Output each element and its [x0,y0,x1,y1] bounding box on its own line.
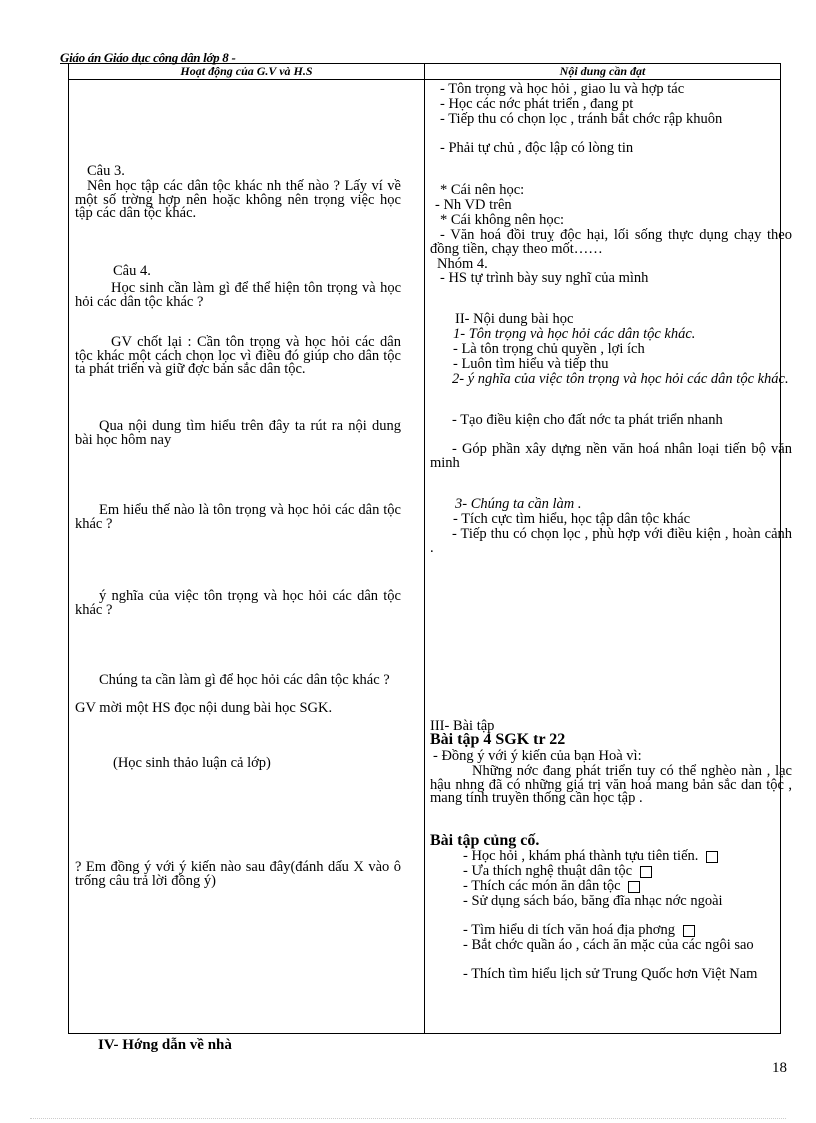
question-3-text: Nên học tập các dân tộc khác nh thế nào ? Lấy ví về một số trờng hợp nên hoặc không nên trọng việc học tập các dân tộc khác. [75,178,401,221]
content-line: - Nh VD trên [435,197,512,213]
page-number: 18 [772,1060,787,1076]
checkbox[interactable] [628,881,640,893]
section-IV-heading: IV- Hớng dẫn về nhà [98,1037,232,1053]
question-what-to-do: Chúng ta cần làm gì để học hỏi các dân tộc khác ? [99,672,390,688]
content-line: - Luôn tìm hiểu và tiếp thu [453,356,609,372]
option-row [463,880,793,894]
document-title: Giáo án Giáo dục công dân lớp 8 - [60,50,236,65]
content-cell [425,80,792,1034]
option-row [463,924,793,938]
column-header-content: Nội dung cần đạt [425,64,781,80]
transition-text: Qua nội dung tìm hiểu trên đây ta rút ra nội dung bài học hôm nay [75,418,401,448]
question-4-text: Học sinh cần làm gì để thể hiện tôn trọng và học hỏi các dân tộc khác ? [75,280,401,310]
content-line: - Tiếp thu có chọn lọc , tránh bắt chớc rập khuôn [440,111,723,127]
content-line: 2- ý nghĩa của việc tôn trọng và học hỏi các dân tộc khác. [452,371,789,387]
agree-question: ? Em đồng ý với ý kiến nào sau đây(đánh dấu X vào ô trống câu trả lời đồng ý) [75,859,401,889]
activities-cell [69,80,425,1034]
section-II-heading: II- Nội dung bài học [455,311,574,327]
content-line: - Học các nớc phát triển , đang pt [440,96,634,112]
content-line: - Bắt chớc quần áo , cách ăn mặc của các ngôi sao [463,937,754,953]
option-row [463,865,793,879]
content-line: * Cái không nên học: [440,212,565,228]
exercise-4-heading: Bài tập 4 SGK tr 22 [430,731,566,748]
lesson-table [68,63,792,1034]
question-respect: Em hiểu thế nào là tôn trọng và học hỏi các dân tộc khác ? [75,502,401,532]
option-text: - Học hỏi , khám phá thành tựu tiên tiến. [463,848,699,864]
content-line: - Tiếp thu có chọn lọc , phù hợp với điều kiện , hoàn cảnh . [430,526,792,556]
page-bottom-divider [30,1118,786,1119]
checkbox[interactable] [683,925,695,937]
section-III-heading: III- Bài tập [430,718,495,734]
question-4-label: Câu 4. [113,263,151,279]
content-line: - HS tự trình bày suy nghĩ của mình [440,270,649,286]
content-line: 1- Tôn trọng và học hỏi các dân tộc khác. [453,326,696,342]
column-header-activities: Hoạt động của G.V và H.S [69,64,425,80]
class-discussion: (Học sinh thảo luận cả lớp) [113,755,271,771]
teacher-conclusion: GV chốt lại : Cần tôn trọng và học hỏi các dân tộc khác một cách chọn lọc vì điều đó giúp cho dân tộc ta phát triển và giữ đợc bản sắc dân tộc. [75,334,401,377]
content-line: Nhóm 4. [437,256,488,272]
content-line: - Thích tìm hiểu lịch sử Trung Quốc hơn Việt Nam [463,966,758,982]
option-text: - Ưa thích nghệ thuật dân tộc [463,863,633,879]
content-line: Những nớc đang phát triển tuy có thể nghèo nàn , lạc hậu nhng đã có những giá trị văn hoá mang bản sắc dan tộc , mang tính truyền thống cần học tập . [430,763,792,806]
teacher-instruction: GV mời một HS đọc nội dung bài học SGK. [75,700,333,716]
option-text: - Tìm hiểu di tích văn hoá địa phơng [463,922,675,938]
review-exercise-heading: Bài tập củng cố. [430,832,540,849]
question-meaning: ý nghĩa của việc tôn trọng và học hỏi các dân tộc khác ? [75,588,401,618]
checkbox[interactable] [706,851,718,863]
content-line: - Tôn trọng và học hỏi , giao lu và hợp tác [440,81,685,97]
content-line: - Tạo điều kiện cho đất nớc ta phát triển nhanh [452,412,723,428]
option-row [463,850,793,864]
content-line: - Đồng ý với ý kiến của bạn Hoà vì: [433,748,642,764]
content-line: - Phải tự chủ , độc lập có lòng tin [440,140,634,156]
content-line: - Tích cực tìm hiểu, học tập dân tộc khác [453,511,691,527]
content-line: - Văn hoá đồi truỵ độc hại, lối sống thực dụng chạy theo đồng tiền, chạy theo mốt…… [430,227,792,257]
option-text: - Thích các món ăn dân tộc [463,878,621,894]
content-line: 3- Chúng ta cần làm . [455,496,582,512]
question-3-label: Câu 3. [87,163,125,179]
content-line: - Là tôn trọng chủ quyền , lợi ích [453,341,645,357]
checkbox[interactable] [640,866,652,878]
content-line: - Góp phần xây dựng nền văn hoá nhân loại tiến bộ văn minh [430,441,792,471]
content-line: * Cái nên học: [440,182,525,198]
content-line: - Sử dụng sách báo, băng đĩa nhạc nớc ngoài [463,893,723,909]
